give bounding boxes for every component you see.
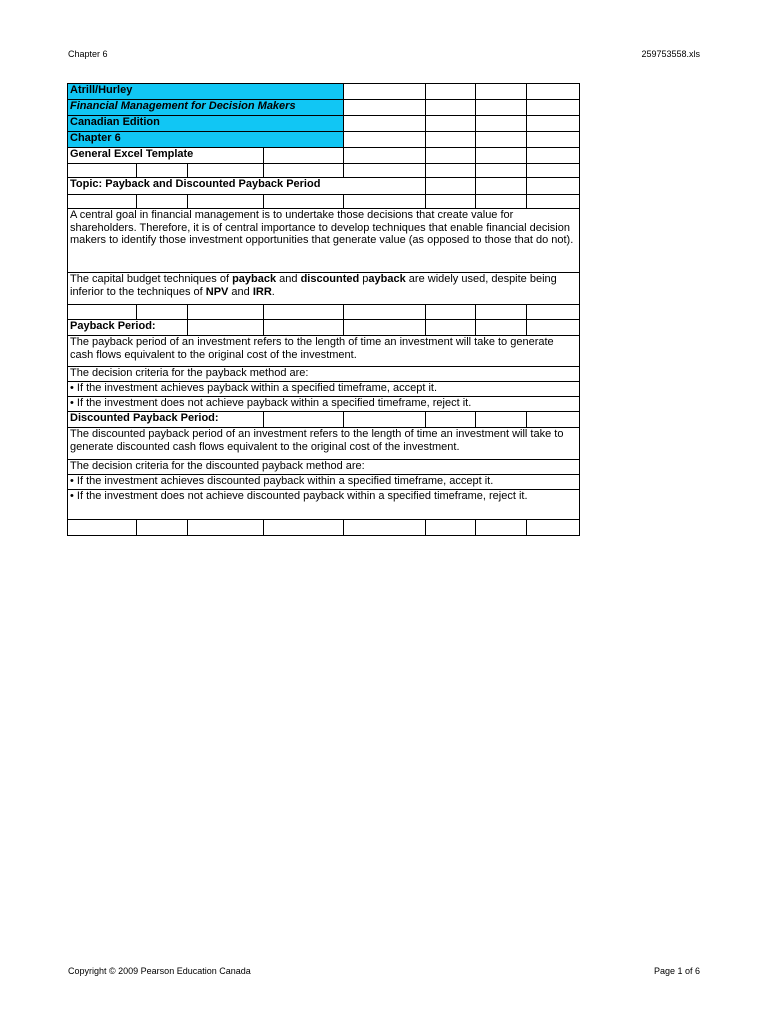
cell-empty (426, 320, 476, 336)
cell-topic: Topic: Payback and Discounted Payback Period (68, 178, 426, 195)
row-discounted-accept (68, 475, 580, 490)
row-discounted-reject (68, 490, 580, 520)
cell-empty (344, 148, 426, 164)
text-segment: p (359, 273, 369, 285)
cell-empty (426, 84, 476, 100)
cell-empty (527, 320, 580, 336)
cell-empty (426, 116, 476, 132)
text-segment: and (228, 285, 253, 298)
cell-empty (476, 116, 527, 132)
spreadsheet-table (67, 83, 580, 536)
cell-empty (476, 84, 527, 100)
cell-empty (344, 320, 426, 336)
row-template (68, 148, 580, 164)
payback-criteria: The decision criteria for the payback method are: (68, 367, 580, 382)
cell-empty (344, 116, 426, 132)
term-ayback: ayback (368, 273, 406, 285)
row-payback-definition (68, 336, 580, 367)
cell-author (68, 84, 344, 100)
row-blank (68, 305, 580, 320)
cell-empty (264, 148, 344, 164)
edition-text: Canadian Edition (70, 116, 160, 128)
cell-chapter (68, 132, 344, 148)
author-text: Atrill/Hurley (70, 84, 133, 96)
page-header-right: 259753558.xls (641, 49, 700, 59)
row-blank (68, 520, 580, 536)
text-segment: and (276, 273, 301, 285)
row-topic (68, 178, 580, 195)
discounted-heading: Discounted Payback Period: (68, 412, 264, 428)
cell-empty (264, 412, 344, 428)
row-intro (68, 209, 580, 273)
text-segment: The capital budget techniques of (70, 273, 233, 285)
discounted-criteria: The decision criteria for the discounted payback method are: (68, 460, 580, 475)
cell-edition (68, 116, 344, 132)
cell-empty (344, 84, 426, 100)
row-payback-criteria (68, 367, 580, 382)
row-techniques (68, 273, 580, 305)
term-discounted: discounted (300, 273, 360, 285)
row-payback-accept (68, 382, 580, 397)
row-payback-heading (68, 320, 580, 336)
cell-intro: A central goal in financial management is to undertake those decisions that create value for shareholders. Therefore, it is of central importance to develop techniques that enable financial decision makers to identify those investment opportunities that generate value (as opposed to those that do not). (68, 209, 580, 273)
cell-empty (426, 178, 476, 195)
row-author (68, 84, 580, 100)
cell-empty (527, 100, 580, 116)
chapter-text: Chapter 6 (70, 132, 121, 144)
row-book (68, 100, 580, 116)
cell-empty (264, 320, 344, 336)
cell-empty (476, 178, 527, 195)
cell-techniques (68, 273, 580, 305)
page-footer-copyright: Copyright © 2009 Pearson Education Canada (68, 966, 251, 976)
cell-empty (426, 148, 476, 164)
cell-empty (476, 148, 527, 164)
row-discounted-criteria (68, 460, 580, 475)
discounted-reject-rule: • If the investment does not achieve discounted payback within a specified timeframe, reject it. (68, 490, 580, 520)
text-segment: . (271, 285, 275, 298)
cell-empty (527, 116, 580, 132)
text-segment: are widely used, despite being inferior to the techniques of (70, 273, 557, 298)
row-payback-reject (68, 397, 580, 412)
cell-template: General Excel Template (68, 148, 264, 164)
cell-empty (527, 132, 580, 148)
row-discounted-definition (68, 428, 580, 460)
page-header-left: Chapter 6 (68, 49, 108, 59)
cell-empty (344, 100, 426, 116)
term-irr: IRR (252, 285, 272, 298)
payback-accept-rule: • If the investment achieves payback within a specified timeframe, accept it. (68, 382, 580, 397)
term-payback: payback (232, 273, 277, 285)
row-edition (68, 116, 580, 132)
discounted-accept-rule: • If the investment achieves discounted payback within a specified timeframe, accept it. (68, 475, 580, 490)
cell-empty (476, 100, 527, 116)
row-blank (68, 164, 580, 178)
cell-empty (426, 132, 476, 148)
row-blank (68, 195, 580, 209)
row-chapter (68, 132, 580, 148)
term-npv: NPV (205, 285, 229, 298)
cell-empty (527, 178, 580, 195)
book-title: Financial Management for Decision Makers (70, 100, 296, 112)
cell-empty (527, 148, 580, 164)
cell-empty (527, 412, 580, 428)
row-discounted-heading (68, 412, 580, 428)
payback-definition: The payback period of an investment refers to the length of time an investment will take to generate cash flows equivalent to the original cost of the investment. (68, 336, 580, 367)
cell-empty (426, 412, 476, 428)
discounted-definition: The discounted payback period of an investment refers to the length of time an investment will take to generate discounted cash flows equivalent to the original cost of the investment. (68, 428, 580, 460)
cell-empty (527, 84, 580, 100)
cell-empty (344, 412, 426, 428)
cell-empty (476, 412, 527, 428)
payback-reject-rule: • If the investment does not achieve payback within a specified timeframe, reject it. (68, 397, 580, 412)
cell-empty (476, 320, 527, 336)
cell-empty (188, 320, 264, 336)
cell-empty (426, 100, 476, 116)
cell-empty (476, 132, 527, 148)
page-footer-page-number: Page 1 of 6 (653, 966, 700, 976)
cell-empty (344, 132, 426, 148)
cell-book-title (68, 100, 344, 116)
payback-heading: Payback Period: (68, 320, 188, 336)
